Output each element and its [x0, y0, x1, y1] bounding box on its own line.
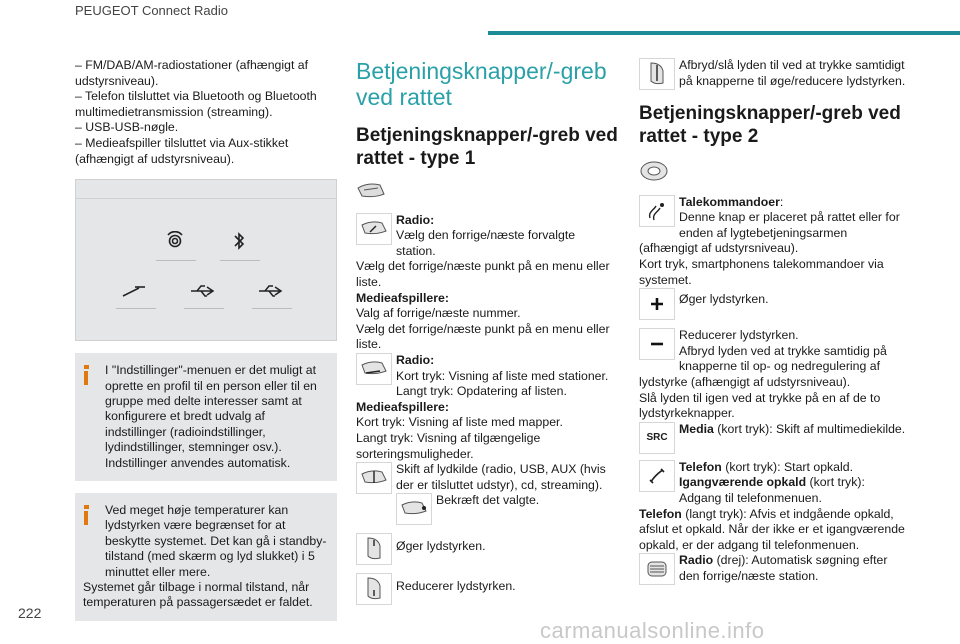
- label: Medieafspillere:: [356, 290, 449, 305]
- list-item: – Telefon tilsluttet via Bluetooth og Bluetooth multimedietransmission (streaming).: [75, 89, 317, 119]
- scroll-wheel-icon: [639, 553, 675, 585]
- running-header: PEUGEOT Connect Radio: [75, 3, 228, 18]
- label: Media: [679, 421, 714, 436]
- label: Medieafspillere:: [356, 399, 449, 414]
- label: Telefon: [679, 459, 722, 474]
- info-text: Systemet går tilbage i normal tilstand, når temperaturen på passagersædet er faldet.: [83, 580, 313, 610]
- text: Adgang til telefonmenuen.: [679, 490, 822, 505]
- text: Denne knap er placeret på rattet eller for enden af lygtebetjeningsarmen (afhængigt af udstyrsniveau).: [639, 210, 900, 256]
- label: Talekommandoer: [679, 194, 780, 209]
- usb-icon: [256, 278, 286, 304]
- mute-stalk-icon: [639, 58, 675, 90]
- text: Vælg det forrige/næste punkt på en menu eller liste.: [356, 259, 610, 289]
- connectivity-figure: [75, 179, 337, 341]
- text: (drej): Automatisk søgning efter den forrige/næste station.: [679, 553, 888, 583]
- voice-command-icon: [639, 195, 675, 227]
- stalk-icon: [356, 462, 392, 494]
- text: Kort tryk, smartphonens talekommandoer via systemet.: [639, 256, 884, 287]
- control-item: [356, 353, 618, 462]
- column-2: [356, 58, 618, 607]
- section-title: Betjeningsknapper/-greb ved rattet: [356, 58, 607, 110]
- text: (kort tryk):: [806, 475, 865, 490]
- usb-icon: [188, 278, 218, 304]
- stalk-icon: [396, 493, 432, 525]
- minus-icon: [639, 328, 675, 360]
- control-item: [356, 573, 618, 607]
- text: Langt tryk: Visning af tilgængelige sorteringsmuligheder.: [356, 430, 541, 461]
- text: Bekræft det valgte.: [436, 493, 540, 508]
- list-item: – FM/DAB/AM-radiostationer (afhængigt af udstyrsniveau).: [75, 58, 309, 88]
- control-item: [356, 493, 618, 527]
- text: Skift af lydkilde (radio, USB, AUX (hvis der er tilsluttet udstyr), cd, streaming).: [396, 462, 606, 492]
- text: (kort tryk): Skift af multimediekilde.: [713, 421, 906, 436]
- text: Vælg den forrige/næste forvalgte station.: [396, 228, 576, 258]
- steering-wheel-icon: [639, 160, 907, 187]
- info-icon: [83, 365, 89, 387]
- stalk-icon: [356, 353, 392, 385]
- info-box-temperature: [75, 493, 337, 621]
- control-item: [356, 213, 618, 353]
- icon-underline: [220, 260, 260, 261]
- column-3: [639, 58, 907, 587]
- page-number: 222: [18, 605, 42, 621]
- icon-underline: [184, 308, 224, 309]
- control-item: [639, 328, 907, 422]
- text: Reducerer lydstyrken.: [679, 328, 799, 343]
- stalk-icon: [356, 213, 392, 245]
- subsection-title: Betjeningsknapper/-greb ved rattet - type 1: [356, 125, 618, 169]
- text: Reducerer lydstyrken.: [396, 579, 516, 594]
- label: Radio:: [396, 352, 435, 367]
- text: :: [779, 194, 784, 209]
- volume-up-stalk-icon: [356, 533, 392, 565]
- subsection-title: Betjeningsknapper/-greb ved rattet - type 2: [639, 103, 901, 147]
- list-item: – USB-USB-nøgle.: [75, 120, 179, 135]
- list-item: – Medieafspiller tilsluttet via Aux-stikket (afhængigt af udstyrsniveau).: [75, 135, 289, 166]
- control-item: [639, 58, 907, 92]
- bluetooth-icon: [224, 228, 254, 254]
- text: Slå lyden til igen ved at trykke på en af de to lydstyrkeknapper.: [639, 390, 881, 421]
- label: Telefon: [639, 506, 682, 521]
- text: Valg af forrige/næste nummer.: [356, 306, 521, 321]
- text: Kort tryk: Visning af liste med stationer.: [396, 368, 609, 383]
- phone-icon: [639, 460, 675, 492]
- icon-underline: [156, 260, 196, 261]
- info-text: Ved meget høje temperaturer kan lydstyrken være begrænset for at beskytte systemet. Det kan gå i standby-tilstand (med skærm og lyd slukket) i 5 minuttet eller mere.: [105, 503, 327, 579]
- text: Kort tryk: Visning af liste med mapper.: [356, 415, 563, 430]
- text: Vælg det forrige/næste punkt på en menu eller liste.: [356, 321, 610, 352]
- steering-controls-type1-icon: [356, 182, 618, 205]
- watermark: carmanualsonline.info: [540, 618, 765, 643]
- column-1: [75, 58, 337, 621]
- src-button-icon: [639, 422, 675, 454]
- control-item: [639, 553, 907, 584]
- control-item: [356, 462, 618, 493]
- header-accent-bar: [488, 31, 960, 35]
- info-box-settings: [75, 353, 337, 481]
- control-item: [639, 195, 907, 289]
- control-item: [639, 288, 907, 322]
- plus-icon: [639, 288, 675, 320]
- info-text: I "Indstillinger"-menuen er det muligt at oprette en profil til en person eller til en gruppe med delte interesser samt at konfigurere et bredt udvalg af indstillinger (radioindstillinger, lydindstillinger, stemninger osv.). Indstillinger anvendes automatisk.: [105, 363, 317, 470]
- control-item: [639, 422, 907, 456]
- icon-underline: [252, 308, 292, 309]
- wireless-icon: [160, 228, 190, 254]
- icon-underline: [116, 308, 156, 309]
- text: Øger lydstyrken.: [396, 539, 486, 554]
- label: Radio: [679, 553, 714, 568]
- label: Igangværende opkald: [679, 475, 807, 490]
- text: Langt tryk: Opdatering af listen.: [396, 384, 567, 399]
- figure-divider: [76, 198, 336, 199]
- text: (langt tryk): Afvis et indgående opkald, afslut et opkald. Når der ikke er et igangværende opkald, er der adgang til telefonmenuen.: [639, 506, 905, 552]
- info-icon: [83, 505, 89, 527]
- volume-down-stalk-icon: [356, 573, 392, 605]
- text: Afbryd lyden ved at trykke samtidig på knapperne til op- og nedregulering af lydstyrke (afhængigt af udstyrsniveau).: [639, 343, 887, 389]
- src-label: SRC: [646, 431, 668, 443]
- control-item: [356, 533, 618, 567]
- label: Radio:: [396, 212, 435, 227]
- text: Afbryd/slå lyden til ved at trykke samtidigt på knapperne til øge/reducere lydstyrken.: [679, 58, 906, 88]
- text: (kort tryk): Start opkald.: [721, 459, 854, 474]
- aux-jack-icon: [120, 278, 150, 304]
- text: Øger lydstyrken.: [679, 292, 769, 307]
- control-item: [639, 460, 907, 554]
